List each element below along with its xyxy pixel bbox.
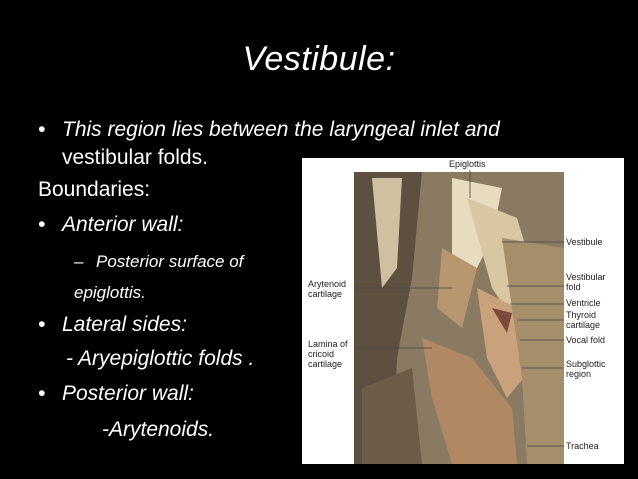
bullet-glyph: • [38, 213, 46, 236]
label-vestibule: Vestibule [566, 237, 603, 247]
bullet-glyph: • [38, 118, 46, 141]
label-thyroid-2: cartilage [566, 320, 601, 330]
label-vestibular-fold-2: fold [566, 282, 581, 292]
label-trachea: Trachea [566, 441, 599, 451]
posterior-wall-label: Posterior wall: [62, 382, 194, 405]
label-thyroid-1: Thyroid [566, 310, 597, 320]
label-arytenoid-1: Arytenoid [308, 279, 347, 289]
bullet-lateral-sides [38, 313, 187, 337]
anterior-wall-label: Anterior wall: [62, 213, 184, 236]
aryepiglottic-folds-text: - Aryepiglottic folds . [66, 347, 255, 370]
bullet-posterior-wall [38, 382, 194, 406]
label-lamina-1: Lamina of [308, 339, 348, 349]
sub-bullet-posterior-surface [74, 252, 243, 272]
bullet-glyph: • [38, 313, 46, 336]
bullet-glyph: • [38, 382, 46, 405]
label-subglottic-2: region [566, 369, 592, 379]
label-lamina-2: cricoid [308, 349, 335, 359]
label-epiglottis: Epiglottis [449, 159, 486, 169]
label-arytenoid-2: cartilage [308, 289, 343, 299]
posterior-surface-text: Posterior surface of [96, 252, 244, 271]
dash-glyph: – [74, 252, 84, 271]
label-subglottic-1: Subglottic [566, 359, 606, 369]
label-lamina-3: cartilage [308, 359, 343, 369]
larynx-dissection-figure [302, 158, 624, 464]
arytenoids-text: -Arytenoids. [102, 418, 215, 441]
lateral-sides-label: Lateral sides: [62, 313, 187, 336]
epiglottis-text: epiglottis. [74, 283, 146, 302]
region-text-continued: vestibular folds. [62, 146, 208, 169]
label-vestibular-fold-1: Vestibular [566, 272, 606, 282]
region-text: This region lies between the laryngeal inlet and [62, 118, 500, 141]
label-ventricle: Ventricle [566, 298, 601, 308]
boundaries-heading: Boundaries: [38, 178, 151, 201]
bullet-anterior-wall [38, 213, 183, 237]
bullet-region-description [38, 118, 500, 142]
slide-title: Vestibule: [242, 40, 396, 78]
label-vocal-fold: Vocal fold [566, 335, 606, 345]
